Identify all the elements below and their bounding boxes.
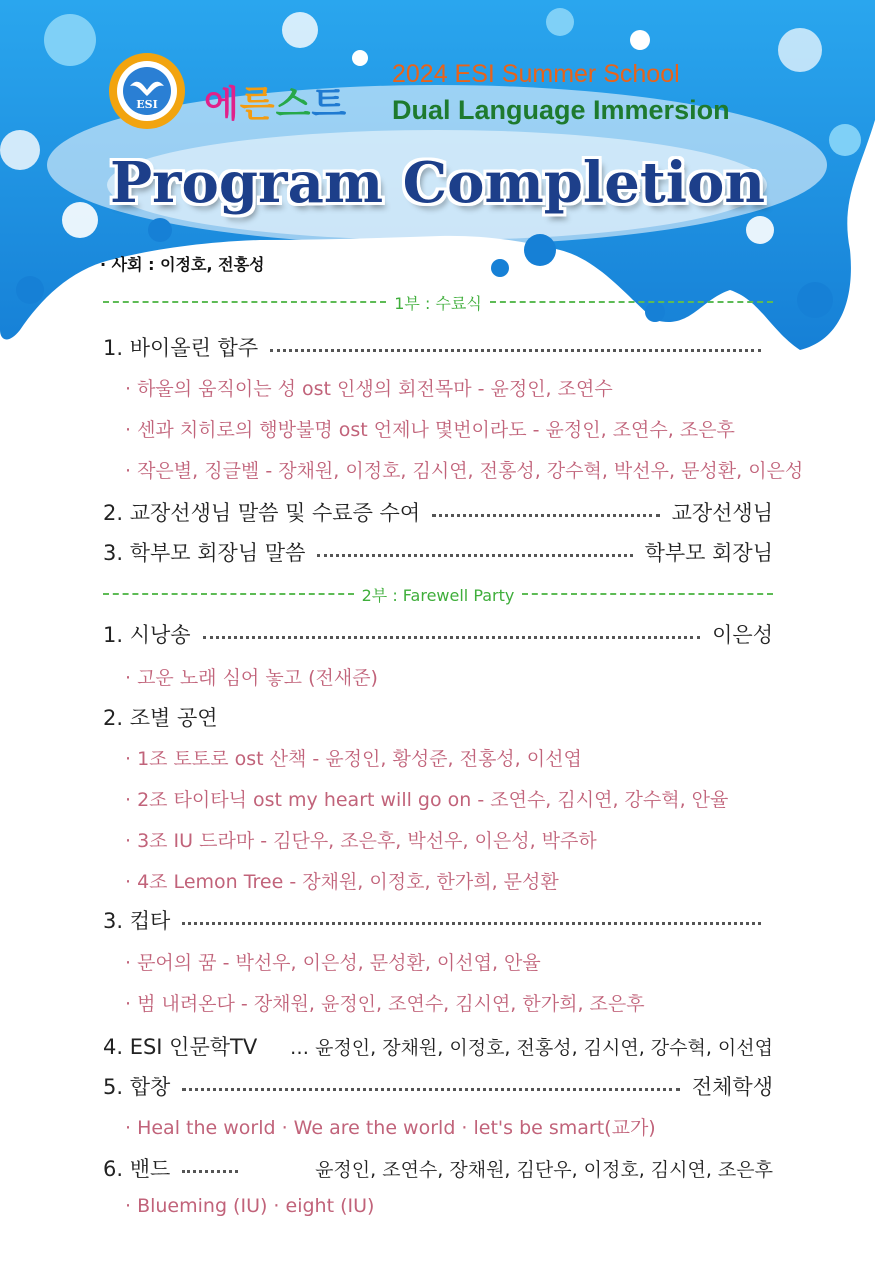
dot-leader (203, 636, 701, 639)
sub-item: · 3조 IU 드라마 - 김단우, 조은후, 박선우, 이은성, 박주하 (125, 830, 597, 852)
page-title: Program Completion (109, 150, 766, 216)
divider-dash (103, 301, 386, 303)
item-performer: 윤정인, 조연수, 장채원, 김단우, 이정호, 김시연, 조은후 (315, 1158, 773, 1181)
divider-dash (490, 301, 773, 303)
brand-char-1: 에 (204, 84, 240, 125)
divider-dash (103, 593, 354, 595)
program-item (103, 495, 773, 529)
sub-item: · Blueming (IU) · eight (IU) (125, 1195, 375, 1217)
item-label: 5. 합창 (103, 1075, 171, 1099)
dot-leader (182, 1088, 680, 1091)
dot-leader (182, 922, 761, 925)
part2-divider (103, 582, 773, 606)
program-item (103, 330, 773, 364)
divider-dash (522, 593, 773, 595)
program-subtitle: Dual Language Immersion (392, 95, 730, 125)
sub-item: · 작은별, 징글벨 - 장채원, 이정호, 김시연, 전홍성, 강수혁, 박선우, 문성환, 이은성 (125, 460, 804, 482)
item-performer: 학부모 회장님 (644, 541, 773, 565)
sub-item: · 고운 노래 심어 놓고 (전새준) (125, 667, 378, 689)
program-item (103, 700, 773, 734)
program-item (103, 1151, 773, 1185)
program-item (103, 1069, 773, 1103)
program-item (103, 535, 773, 569)
part1-title: 1부 : 수료식 (394, 293, 482, 313)
school-year-title: 2024 ESI Summer School (392, 60, 680, 88)
item-label: 3. 학부모 회장님 말씀 (103, 541, 306, 565)
part1-divider (103, 290, 773, 314)
sub-item: · 센과 치히로의 행방불명 ost 언제나 몇번이라도 - 윤정인, 조연수, 조은후 (125, 419, 735, 441)
dot-leader (182, 1170, 238, 1173)
item-label: 1. 바이올린 합주 (103, 336, 259, 360)
brand-char-2: 른 (239, 84, 276, 125)
item-label: 1. 시낭송 (103, 623, 191, 647)
item-label: 6. 밴드 (103, 1157, 171, 1181)
dot-leader (317, 554, 632, 557)
item-performer: 이은성 (712, 623, 773, 647)
sub-item: · 범 내려온다 - 장채원, 윤정인, 조연수, 김시연, 한가희, 조은후 (125, 993, 645, 1015)
program-item (103, 903, 773, 937)
brand-char-4: 트 (311, 84, 348, 125)
item-performer: … 윤정인, 장채원, 이정호, 전홍성, 김시연, 강수혁, 이선엽 (290, 1036, 773, 1059)
item-performer: 전체학생 (691, 1075, 773, 1099)
logo-text: ESI (136, 98, 158, 111)
dot-leader (270, 349, 761, 352)
sub-item: · Heal the world · We are the world · let's be smart(교가) (125, 1117, 656, 1139)
part2-title: 2부 : Farewell Party (361, 585, 515, 605)
sub-item: · 문어의 꿈 - 박선우, 이은성, 문성환, 이선엽, 안율 (125, 952, 541, 974)
item-label: 4. ESI 인문학TV (103, 1035, 258, 1059)
sub-item: · 하울의 움직이는 성 ost 인생의 회전목마 - 윤정인, 조연수 (125, 378, 613, 400)
mc-line: · 사회 : 이정호, 전홍성 (100, 255, 265, 274)
program-item (103, 1029, 773, 1063)
item-label: 3. 컵타 (103, 909, 171, 933)
item-label: 2. 교장선생님 말씀 및 수료증 수여 (103, 501, 421, 525)
sub-item: · 4조 Lemon Tree - 장채원, 이정호, 한가희, 문성환 (125, 871, 559, 893)
sub-item: · 2조 타이타닉 ost my heart will go on - 조연수, 김시연, 강수혁, 안율 (125, 789, 729, 811)
item-performer: 교장선생님 (671, 501, 773, 525)
brand-char-3: 스 (275, 84, 312, 125)
sub-item: · 1조 토토로 ost 산책 - 윤정인, 황성준, 전홍성, 이선엽 (125, 748, 582, 770)
dot-leader (432, 514, 659, 517)
item-label: 2. 조별 공연 (103, 706, 218, 730)
program-item (103, 617, 773, 651)
